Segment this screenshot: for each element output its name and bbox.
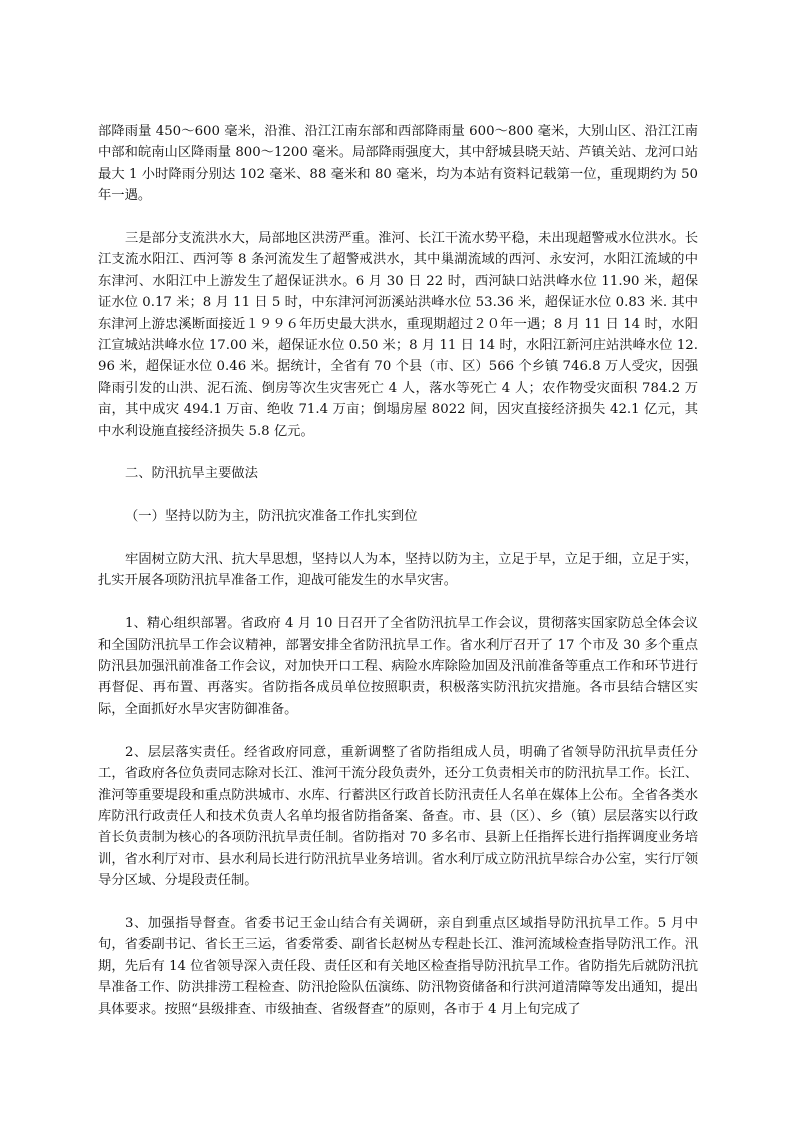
paragraph-rainfall-continued: 部降雨量 450～600 毫米，沿淮、沿江江南东部和西部降雨量 600～800 毫米，大别山区、沿江江南中部和皖南山区降雨量 800～1200 毫米。局部降雨强度大，其中舒城县晓天站、芦镇关站、龙河口站最大 1 小时降雨分别达 102 毫米、88 毫米和 80 毫米，均为本站有资料记载第一位，重现期约为 50 年一遇。 [98, 124, 698, 204]
subsection-heading-prevention-first: （一）坚持以防为主，防汛抗灾准备工作扎实到位 [125, 509, 418, 525]
paragraph-implement-responsibility: 2、层层落实责任。经省政府同意，重新调整了省防指组成人员，明确了省领导防汛抗旱责任分工，省政府各位负责同志除对长江、淮河干流分段负责外，还分工负责相关市的防汛抗旱工作。长江、淮河等重要堤段和重点防洪城市、水库、行蓄洪区行政首长防汛责任人名单在媒体上公布。全省各类水库防汛行政责任人和技术负责人名单均报省防指备案、备查。市、县（区）、乡（镇）层层落实以行政首长负责制为核心的各项防汛抗旱责任制。省防指对 70 多名市、县新上任指挥长进行指挥调度业务培训，省水利厅对市、县水利局长进行防汛抗旱业务培训。省水利厅成立防汛抗旱综合办公室，实行厅领导分区域、分堤段责任制。 [98, 744, 698, 889]
paragraph-prevention-intro: 牢固树立防大汛、抗大旱思想，坚持以人为本，坚持以防为主，立足于早，立足于细，立足于实，扎实开展各项防汛抗旱准备工作，迎战可能发生的水旱灾害。 [98, 552, 698, 589]
paragraph-organize-deploy: 1、精心组织部署。省政府 4 月 10 日召开了全省防汛抗旱工作会议，贯彻落实国家防总全体会议和全国防汛抗旱工作会议精神，部署安排全省防汛抗旱工作。省水利厅召开了 17 个市及 30 多个重点防汛县加强汛前准备工作会议，对加快开口工程、病险水库除险加固及汛前准备等重点工作和环节进行再督促、再布置、再落实。省防指各成员单位按照职责，积极落实防汛抗灾措施。各市县结合辖区实际，全面抓好水旱灾害防御准备。 [98, 616, 698, 717]
document-page [98, 121, 698, 1041]
section-heading-main-practices: 二、防汛抗旱主要做法 [125, 466, 258, 482]
paragraph-tributary-floods: 三是部分支流洪水大，局部地区洪涝严重。淮河、长江干流水势平稳，未出现超警戒水位洪水。长江支流水阳江、西河等 8 条河流发生了超警戒洪水，其中巢湖流域的西河、永安河，水阳江流域的中东津河、水阳江中上游发生了超保证洪水。6 月 30 日 22 时，西河缺口站洪峰水位 11.90 米，超保证水位 0.17 米；8 月 11 日 5 时，中东津河河沥溪站洪峰水位 53.36 米，超保证水位 0.83 米. 其中东津河上游忠溪断面接近１９９６年历史最大洪水，重现期超过２０年一遇；8 月 11 日 14 时，水阳江宣城站洪峰水位 17.00 米，超保证水位 0.50 米；8 月 11 日 14 时，水阳江新河庄站洪峰水位 12.96 米，超保证水位 0.46 米。据统计，全省有 70 个县（市、区）566 个乡镇 746.8 万人受灾，因强降雨引发的山洪、泥石流、倒房等次生灾害死亡 4 人，落水等死亡 4 人；农作物受灾面积 784.2 万亩，其中成灾 494.1 万亩、绝收 71.4 万亩；倒塌房屋 8022 间，因灾直接经济损失 42.1 亿元，其中水利设施直接经济损失 5.8 亿元。 [98, 231, 698, 439]
paragraph-supervision: 3、加强指导督查。省委书记王金山结合有关调研，亲自到重点区域指导防汛抗旱工作。5 月中旬，省委副书记、省长王三运，省委常委、副省长赵树丛专程赴长江、淮河流域检查指导防汛工作。汛期，先后有 14 位省领导深入责任段、责任区和有关地区检查指导防汛抗旱工作。省防指先后就防汛抗旱准备工作、防洪排涝工程检查、防汛抢险队伍演练、防汛物资储备和行洪河道清障等发出通知，提出具体要求。按照“县级排查、市级抽查、省级督查”的原则，各市于 4 月上旬完成了 [98, 915, 698, 1017]
